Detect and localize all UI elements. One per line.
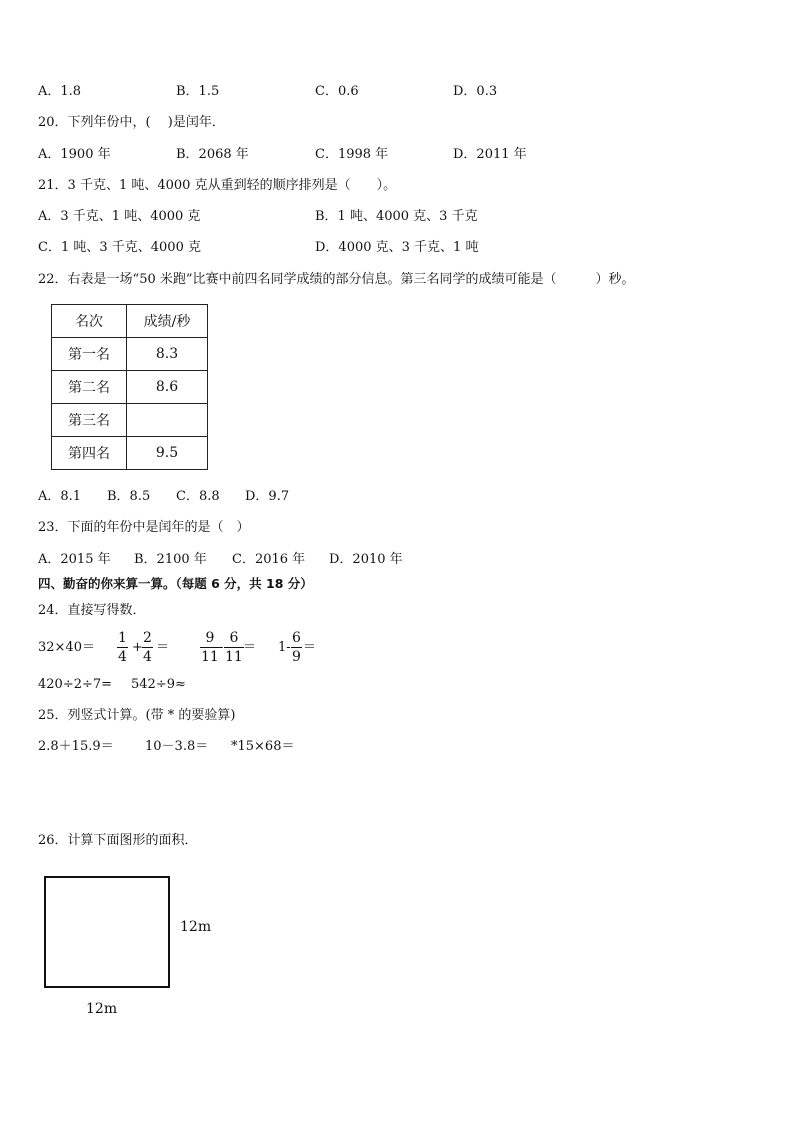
q22-option-a: A．8.1 [38,489,82,504]
q26-stem: 26．计算下面图形的面积． [38,833,198,848]
fraction-numerator: 6 [292,630,301,646]
equals-sign: ＝ [303,640,317,655]
table-row [52,338,208,371]
q20-option-a: A．1900 年 [38,147,111,162]
q24-expr-2: 420÷2÷7= [38,677,113,692]
table-cell: 第二名 [52,371,127,404]
equals-sign: ＝ [156,640,170,655]
q23-stem: 23．下面的年份中是闰年的是（ ） [38,520,250,535]
q25-stem: 25．列竖式计算。(带 * 的要验算) [38,708,236,723]
q22-stem: 22．右表是一场“50 米跑”比赛中前四名同学成绩的部分信息。第三名同学的成绩可能是（ ）秒。 [38,272,635,287]
minus-sign: - [219,640,224,655]
q21-option-b: B．1 吨、4000 克、3 千克 [315,209,478,224]
table-cell: 第三名 [52,404,127,437]
square-figure [44,876,170,988]
q20-stem: 20．下列年份中，( )是闰年． [38,115,225,130]
fraction-numerator: 2 [143,630,152,646]
bottom-length-label: 12m [86,1001,118,1017]
q22-option-d: D．9.7 [245,489,290,504]
q20-option-b: B．2068 年 [176,147,249,162]
table-header: 成绩/秒 [127,305,208,338]
q23-option-a: A．2015 年 [38,552,111,567]
q20-option-c: C．1998 年 [315,147,389,162]
plus-sign: + [132,640,143,655]
q25-expr-1: 2.8＋15.9＝ [38,739,114,754]
table-row [52,371,208,404]
fraction-denominator: 11 [225,649,243,665]
q21-option-d: D．4000 克、3 千克、1 吨 [315,240,479,255]
q20-option-d: D．2011 年 [453,147,527,162]
q25-expr-3: *15×68＝ [231,739,295,754]
equals-sign: ＝ [243,640,257,655]
q21-option-c: C．1 吨、3 千克、4000 克 [38,240,201,255]
q24-expr-1: 32×40＝ [38,640,95,655]
fraction-denominator: 4 [143,649,152,665]
table-cell [127,404,208,437]
one-minus: 1- [278,640,291,655]
fraction-numerator: 9 [205,630,215,646]
fraction-numerator: 6 [229,630,239,646]
fraction [142,631,153,664]
table-row [52,404,208,437]
fraction [224,631,244,664]
table-cell: 9.5 [127,437,208,470]
table-cell: 8.6 [127,371,208,404]
fraction-denominator: 9 [292,649,301,665]
q21-option-a: A．3 千克、1 吨、4000 克 [38,209,201,224]
table-cell: 第四名 [52,437,127,470]
table-cell: 8.3 [127,338,208,371]
q19-option-d: D．0.3 [453,84,498,99]
fraction-numerator: 1 [118,630,127,646]
q19-option-c: C．0.6 [315,84,359,99]
q21-stem: 21．3 千克、1 吨、4000 克从重到轻的顺序排列是（ ）。 [38,178,397,193]
table-header-row [52,305,208,338]
q22-option-c: C．8.8 [176,489,220,504]
q23-option-d: D．2010 年 [329,552,403,567]
q24-expr-3: 542÷9≈ [131,677,186,692]
fraction-denominator: 4 [118,649,127,665]
q19-option-a: A．1.8 [38,84,82,99]
fraction [291,631,302,664]
q22-option-b: B．8.5 [107,489,151,504]
side-length-label: 12m [180,919,212,935]
table-row [52,437,208,470]
table-header: 名次 [52,305,127,338]
section-heading: 四、勤奋的你来算一算。（每题 6 分，共 18 分） [38,576,313,591]
table-cell: 第一名 [52,338,127,371]
fraction [200,631,220,664]
q25-expr-2: 10－3.8＝ [145,739,209,754]
q23-option-c: C．2016 年 [232,552,306,567]
q24-stem: 24．直接写得数． [38,603,146,618]
fraction [117,631,128,664]
q19-option-b: B．1.5 [176,84,220,99]
q23-option-b: B．2100 年 [134,552,207,567]
score-table [51,304,208,470]
fraction-denominator: 11 [201,649,219,665]
